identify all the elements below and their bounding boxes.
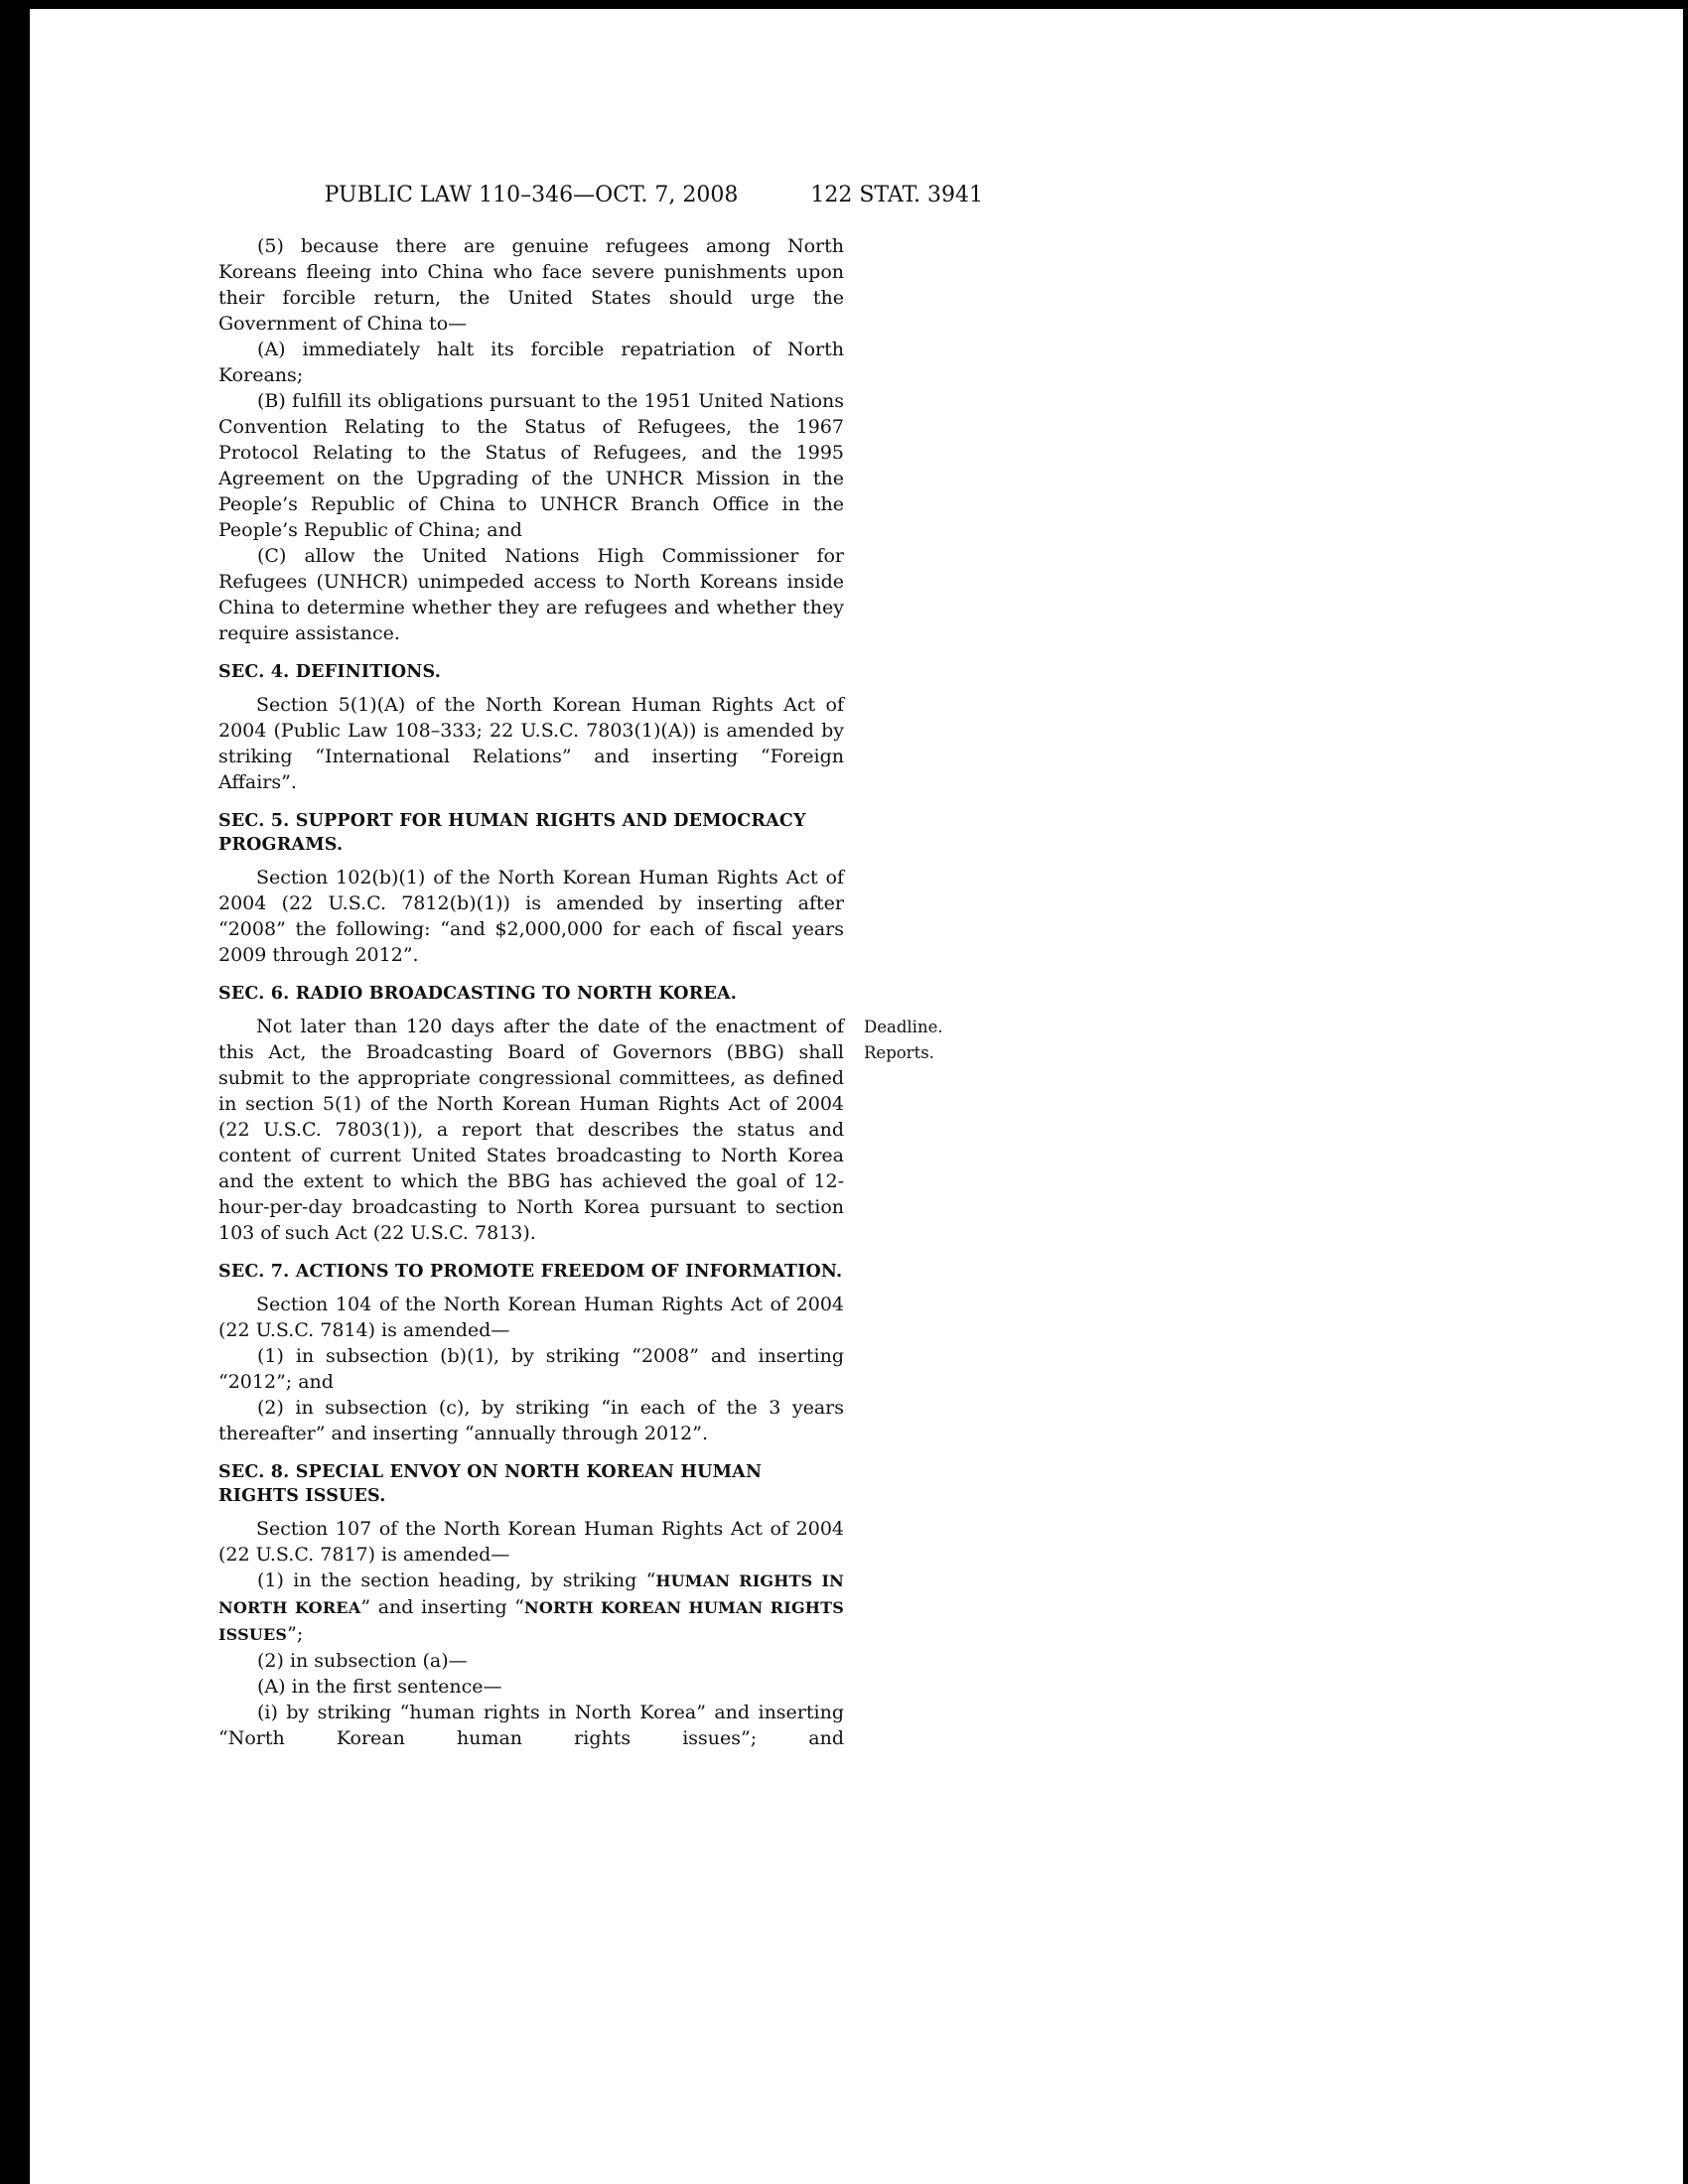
text-run: (2) in subsection (c), by striking “in each of the 3 years thereafter” and inserting “annually through 2012”.	[218, 1397, 844, 1444]
paragraph	[218, 1516, 844, 1568]
section-heading: SEC. 4. DEFINITIONS.	[218, 662, 442, 682]
paragraph	[218, 1014, 943, 1246]
text-run: (5) because there are genuine refugees among North Koreans fleeing into China who face severe punishments upon their forcible return, the United States should urge the Government of China to—	[218, 235, 844, 335]
paragraph	[218, 1648, 844, 1674]
text-run: Section 104 of the North Korean Human Rights Act of 2004 (22 U.S.C. 7814) is amended—	[218, 1294, 844, 1341]
running-header	[218, 182, 983, 209]
paragraph	[218, 543, 844, 646]
margin-note	[864, 1015, 993, 1066]
small-caps-run: NORTH KOREAN HUMAN RIGHTS ISSUES	[218, 1598, 844, 1644]
margin-note-line: Reports.	[864, 1043, 934, 1062]
text-run: (1) in the section heading, by striking “	[257, 1570, 656, 1591]
text-run: Section 102(b)(1) of the North Korean Human Rights Act of 2004 (22 U.S.C. 7812(b)(1)) is amended by inserting after “2008” the following: “and $2,000,000 for each of fiscal years 2009 through 2012”.	[218, 867, 844, 966]
paragraph	[218, 1700, 844, 1751]
paragraph	[218, 865, 844, 968]
text-run: ”;	[287, 1623, 304, 1645]
text-run: Not later than 120 days after the date of the enactment of this Act, the Broadcasting Board of Governors (BBG) shall submit to the appropriate congressional committees, as defined in section 5(1) of the North Korean Human Rights Act of 2004 (22 U.S.C. 7803(1)), a report that describes the status and content of current United States broadcasting to North Korea and the extent to which the BBG has achieved the goal of 12-hour-per-day broadcasting to North Korea pursuant to section 103 of such Act (22 U.S.C. 7813).	[218, 1016, 844, 1244]
text-run: ” and inserting “	[360, 1596, 524, 1618]
paragraph	[218, 1568, 844, 1648]
paragraph	[218, 1343, 844, 1395]
scan-edge-left	[0, 0, 30, 2184]
text-run: (A) immediately halt its forcible repatriation of North Koreans;	[218, 339, 844, 386]
section-heading: SEC. 7. ACTIONS TO PROMOTE FREEDOM OF INFORMATION.	[218, 1262, 843, 1282]
paragraph	[218, 1292, 844, 1343]
text-run: (2) in subsection (a)—	[257, 1650, 468, 1672]
scan-edge-right	[1683, 0, 1688, 2184]
paragraph	[218, 337, 844, 388]
section-heading: SEC. 6. RADIO BROADCASTING TO NORTH KOREA.	[218, 984, 738, 1004]
paragraph	[218, 1395, 844, 1446]
scan-edge-top	[0, 0, 1688, 9]
text-run: (A) in the first sentence—	[257, 1676, 502, 1698]
document-blocks	[218, 233, 943, 1751]
text-run: (B) fulfill its obligations pursuant to the 1951 United Nations Convention Relating to the Status of Refugees, the 1967 Protocol Relating to the Status of Refugees, and the 1995 Agreement on the Upgrading of the UNHCR Mission in the People’s Republic of China to UNHCR Branch Office in the People’s Republic of China; and	[218, 390, 844, 541]
header-law-title: PUBLIC LAW 110–346—OCT. 7, 2008	[324, 183, 739, 207]
margin-note-line: Deadline.	[864, 1018, 943, 1036]
paragraph	[218, 1674, 844, 1700]
small-caps-run: HUMAN RIGHTS IN NORTH KOREA	[218, 1571, 845, 1617]
text-run: Section 107 of the North Korean Human Rights Act of 2004 (22 U.S.C. 7817) is amended—	[218, 1518, 844, 1566]
section-heading: SEC. 5. SUPPORT FOR HUMAN RIGHTS AND DEMOCRACY PROGRAMS.	[218, 811, 806, 855]
section-heading: SEC. 8. SPECIAL ENVOY ON NORTH KOREAN HUMAN RIGHTS ISSUES.	[218, 1462, 763, 1506]
text-run: (1) in subsection (b)(1), by striking “2008” and inserting “2012”; and	[218, 1345, 844, 1393]
document-page	[218, 182, 983, 1751]
text-run: (C) allow the United Nations High Commissioner for Refugees (UNHCR) unimpeded access to North Koreans inside China to determine whether they are refugees and whether they require assistance.	[218, 545, 844, 644]
text-run: Section 5(1)(A) of the North Korean Human Rights Act of 2004 (Public Law 108–333; 22 U.S.C. 7803(1)(A)) is amended by striking “International Relations” and inserting “Foreign Affairs”.	[218, 694, 844, 793]
text-run: (i) by striking “human rights in North Korea” and inserting “North Korean human rights issues”; and	[218, 1702, 844, 1749]
paragraph	[218, 388, 844, 543]
paragraph	[218, 233, 844, 337]
header-stat-page: 122 STAT. 3941	[810, 183, 983, 207]
paragraph	[218, 692, 844, 795]
